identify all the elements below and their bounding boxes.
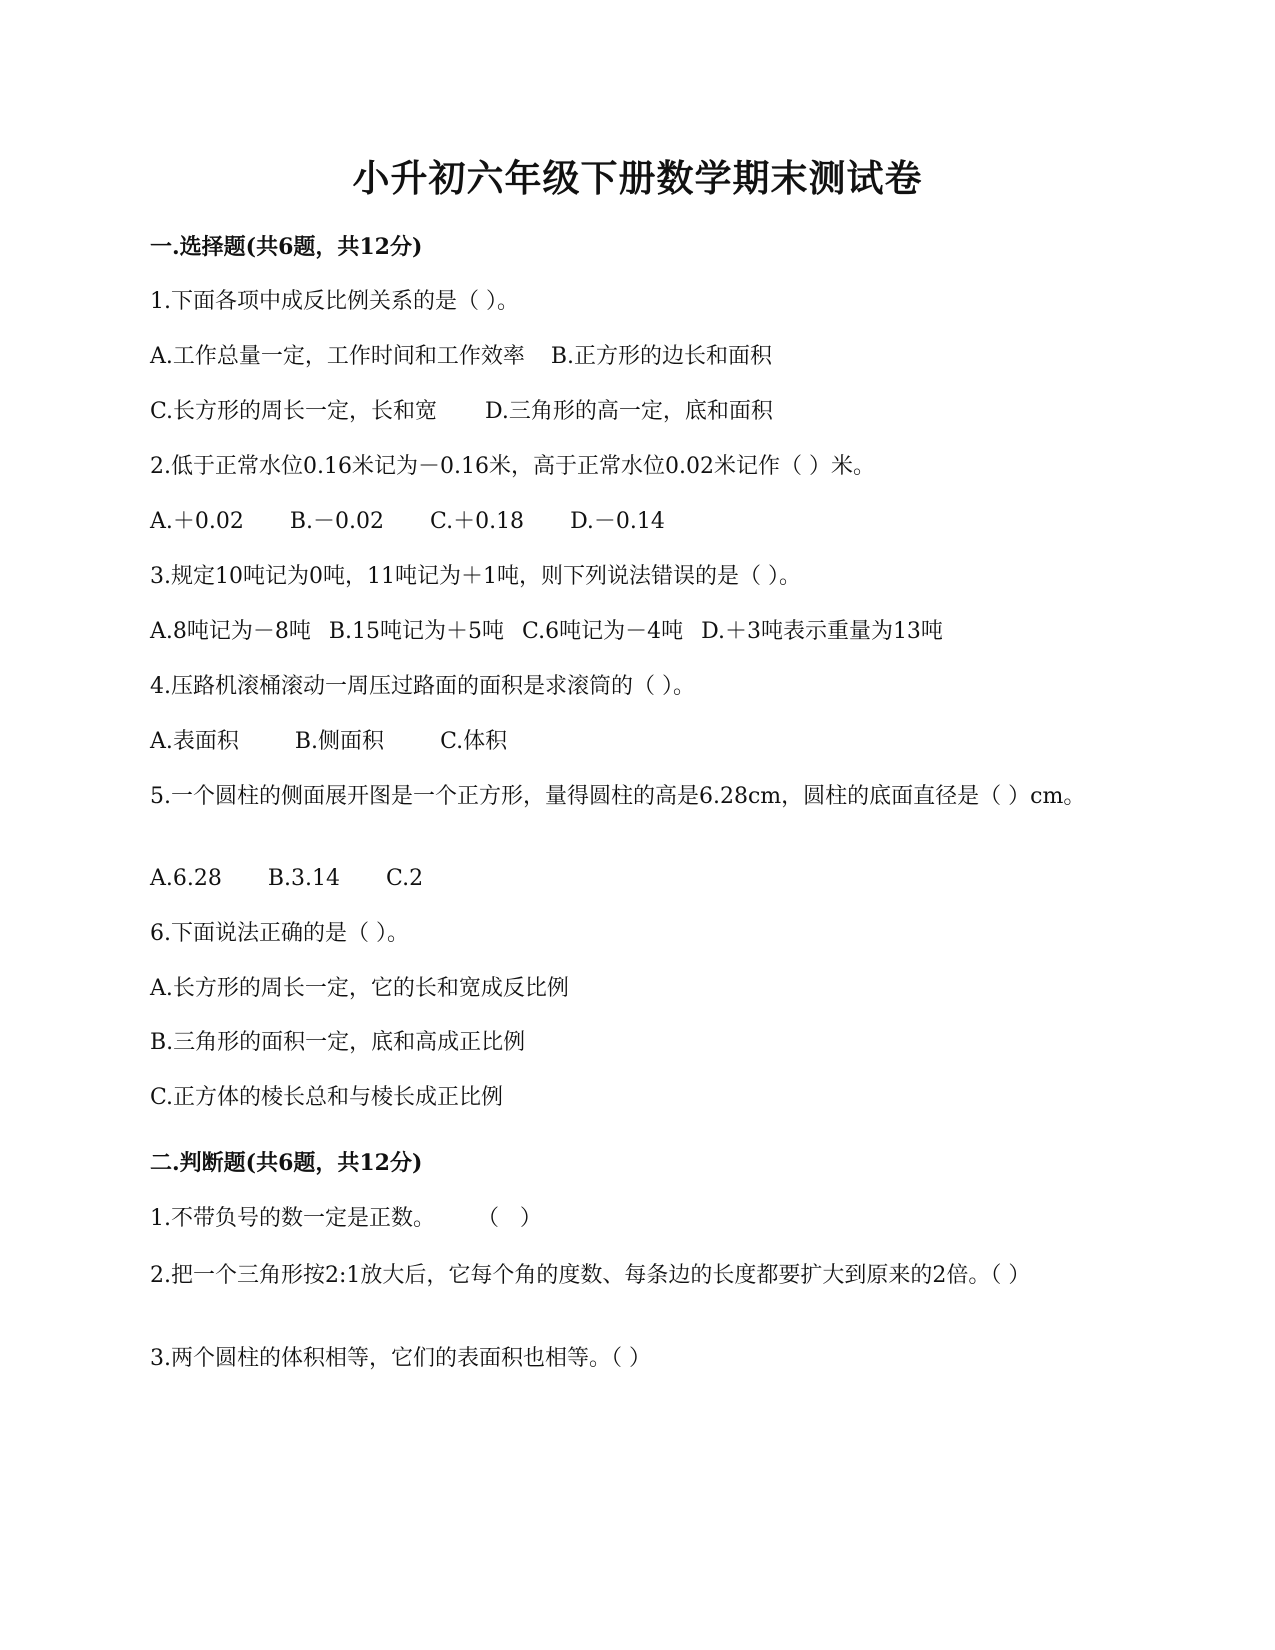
judgment-question: 3.两个圆柱的体积相等，它们的表面积也相等。（ ） (150, 1346, 651, 1371)
option: A.表面积 (150, 729, 239, 754)
section-heading-choice: 一.选择题(共6题，共12分) (150, 234, 423, 260)
option: B.侧面积 (294, 729, 385, 754)
question-stem: 5.一个圆柱的侧面展开图是一个正方形，量得圆柱的高是6.28cm，圆柱的底面直径是（ ）cm。 (150, 784, 1086, 809)
option: D.＋3吨表示重量为13吨 (701, 619, 943, 644)
question-stem: 4.压路机滚桶滚动一周压过路面的面积是求滚筒的（ ）。 (150, 674, 695, 699)
question-stem: 3.规定10吨记为0吨，11吨记为＋1吨，则下列说法错误的是（ ）。 (150, 564, 801, 589)
option-line (150, 341, 1095, 373)
judgment-question: 1.不带负号的数一定是正数。 （ ） (150, 1206, 542, 1231)
option: C.6吨记为－4吨 (522, 619, 684, 644)
option: B.－0.02 (289, 509, 385, 534)
option-line (150, 616, 1095, 648)
question-stem: 6.下面说法正确的是（ ）。 (150, 921, 409, 946)
option: A.8吨记为－8吨 (150, 619, 311, 644)
option-line (150, 726, 1095, 758)
option: A.工作总量一定，工作时间和工作效率 (150, 344, 525, 369)
section-heading-judgment: 二.判断题(共6题，共12分) (150, 1150, 423, 1176)
option: B.三角形的面积一定，底和高成正比例 (150, 1030, 526, 1055)
option-line (150, 863, 1095, 895)
option: C.2 (386, 866, 424, 891)
question-stem: 1.下面各项中成反比例关系的是（ ）。 (150, 289, 519, 314)
option: A.＋0.02 (150, 509, 244, 534)
option-line (150, 506, 1095, 538)
page-title: 小升初六年级下册数学期末测试卷 (352, 156, 923, 200)
option: C.正方体的棱长总和与棱长成正比例 (150, 1085, 504, 1110)
option: A.6.28 (150, 866, 222, 891)
option: B.3.14 (267, 866, 341, 891)
question-stem: 2.低于正常水位0.16米记为－0.16米，高于正常水位0.02米记作（ ）米。 (150, 454, 875, 479)
option: D.三角形的高一定，底和面积 (485, 399, 773, 424)
option: B.正方形的边长和面积 (550, 344, 773, 369)
option: C.长方形的周长一定，长和宽 (150, 399, 438, 424)
option-line (150, 396, 1095, 428)
option: B.15吨记为＋5吨 (328, 619, 505, 644)
option: C.＋0.18 (430, 509, 525, 534)
option: A.长方形的周长一定，它的长和宽成反比例 (150, 976, 569, 1001)
judgment-question: 2.把一个三角形按2:1放大后，它每个角的度数、每条边的长度都要扩大到原来的2倍。（ ） (150, 1263, 1031, 1288)
option: C.体积 (440, 729, 508, 754)
option: D.－0.14 (570, 509, 665, 534)
